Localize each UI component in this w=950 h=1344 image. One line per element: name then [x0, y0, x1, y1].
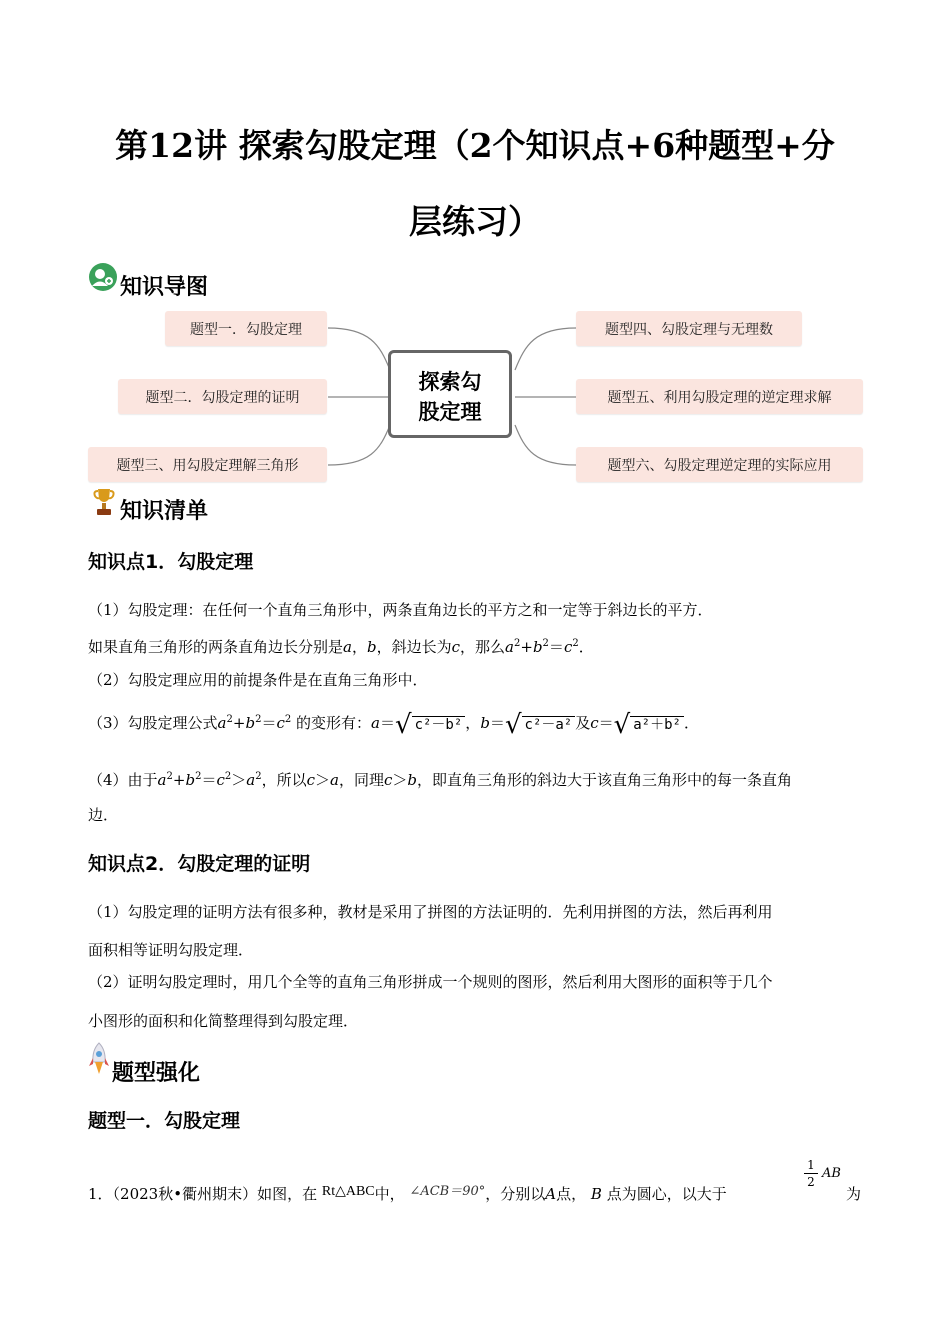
mindmap-node-type4: 题型四、勾股定理与无理数	[576, 311, 802, 346]
sqrt-formula-c: √ a²＋b²	[614, 707, 684, 742]
q1-text-a: 1．（2023秋•衢州期末）如图，在	[88, 1185, 318, 1203]
kp1-para1: （1）勾股定理：在任何一个直角三角形中，两条直角边长的平方之和一定等于斜边长的平方．	[88, 601, 713, 619]
page-title-line2: 层练习）	[409, 202, 541, 241]
mindmap-node-type2: 题型二．勾股定理的证明	[118, 379, 327, 414]
q1-text-e: 点为圆心，以大于	[606, 1185, 727, 1203]
kp1-para4-text-a: （3）勾股定理公式	[88, 714, 218, 732]
sqrt-formula-b: √ c²－a²	[505, 707, 575, 742]
kp1-para5-text-b: ，所以	[261, 771, 307, 789]
kp1-para5: （4）由于$a^2+b^2=c^2>a^2$，所以c＞a，同理c＞b，即直角三角形的斜边大于该直角三角形中的每一条直角	[88, 771, 793, 789]
mindmap-node-type3: 题型三、用勾股定理解三角形	[88, 447, 327, 482]
section-knowledge-label: 知识清单	[120, 499, 209, 524]
q1-angle: ∠ACB＝90°	[409, 1184, 486, 1199]
kp2-para2-line2: 小图形的面积和化简整理得到勾股定理．	[88, 1012, 359, 1030]
kp2-para1-line1: （1）勾股定理的证明方法有很多种，教材是采用了拼图的方法证明的．先利用拼图的方法，然后再利用	[88, 903, 773, 921]
kp1-para3: （2）勾股定理应用的前提条件是在直角三角形中．	[88, 671, 428, 689]
kp1-para5-text-c: ，同理	[338, 771, 384, 789]
mindmap-center-line2: 股定理	[418, 400, 482, 424]
page-title-line1: 第12讲 探索勾股定理（2个知识点+6种题型+分	[115, 126, 835, 165]
user-group-icon	[88, 262, 118, 292]
mindmap-node-type1: 题型一．勾股定理	[165, 311, 327, 346]
sqrt-formula-b-radicand: c²－a²	[522, 716, 576, 733]
kp1-para5-text-a: （4）由于	[88, 771, 158, 789]
kp1-para5-text-d: ，即直角三角形的斜边大于该直角三角形中的每一条直角	[417, 771, 793, 789]
kp1-para4-sep1: ，	[465, 714, 481, 732]
kp1-para4-text-b: 的变形有：	[296, 714, 372, 732]
mindmap-center-node	[388, 350, 512, 438]
kp1-para4-end: ．	[683, 714, 699, 732]
kp2-para2-line1: （2）证明勾股定理时，用几个全等的直角三角形拼成一个规则的图形，然后利用大图形的面积等于几个	[88, 973, 773, 991]
q1-fraction-denominator: 2	[804, 1173, 818, 1190]
q1-point-a: A	[545, 1185, 557, 1203]
kp2-para1-line2: 面积相等证明勾股定理．	[88, 941, 254, 959]
kp1-para2-text-b: ，斜边长为	[376, 638, 452, 656]
kp1-para2-text-a: 如果直角三角形的两条直角边长分别是	[88, 638, 344, 656]
kp1-para2: 如果直角三角形的两条直角边长分别是a，b，斜边长为c，那么$a^2+b^2=c^2$．	[88, 638, 594, 656]
q1-point-b: B	[590, 1185, 602, 1203]
mindmap-center-line1: 探索勾	[418, 370, 482, 394]
sqrt-formula-c-radicand: a²＋b²	[630, 716, 684, 733]
kp2-heading: 知识点2．勾股定理的证明	[88, 853, 311, 875]
q1-text-d: 点，	[556, 1185, 587, 1203]
kp1-para5-cont: 边．	[88, 806, 119, 824]
trophy-icon	[92, 487, 116, 517]
kp1-para4: （3）勾股定理公式$a^2+b^2=c^2$ 的变形有：a＝√ c²－b² ，b＝√ c²－a² 及c＝√ a²＋b² ．	[88, 703, 888, 742]
q1-segment-ab: AB	[822, 1166, 841, 1181]
section-mindmap-label: 知识导图	[120, 275, 209, 300]
q1-triangle: Rt△ABC	[321, 1184, 375, 1199]
kp1-heading: 知识点1．勾股定理	[88, 551, 254, 573]
q1-fraction	[804, 1157, 818, 1190]
q1-fraction-numerator: 1	[807, 1158, 815, 1172]
mindmap-node-type6: 题型六、勾股定理逆定理的实际应用	[576, 447, 863, 482]
question-1	[88, 1177, 868, 1213]
rocket-icon	[88, 1042, 110, 1078]
type1-heading: 题型一．勾股定理	[88, 1110, 241, 1132]
mindmap-node-type5: 题型五、利用勾股定理的逆定理求解	[576, 379, 863, 414]
section-practice-label: 题型强化	[112, 1061, 201, 1086]
kp1-para4-sep2: 及	[575, 714, 591, 732]
q1-text-b: 中，	[374, 1185, 405, 1203]
q1-text-f: 为	[846, 1185, 862, 1203]
sqrt-formula-a: √ c²－b²	[395, 707, 465, 742]
kp1-para2-text-c: ，那么	[460, 638, 506, 656]
sqrt-formula-a-radicand: c²－b²	[412, 716, 466, 733]
q1-text-c: ，分别以	[485, 1185, 546, 1203]
